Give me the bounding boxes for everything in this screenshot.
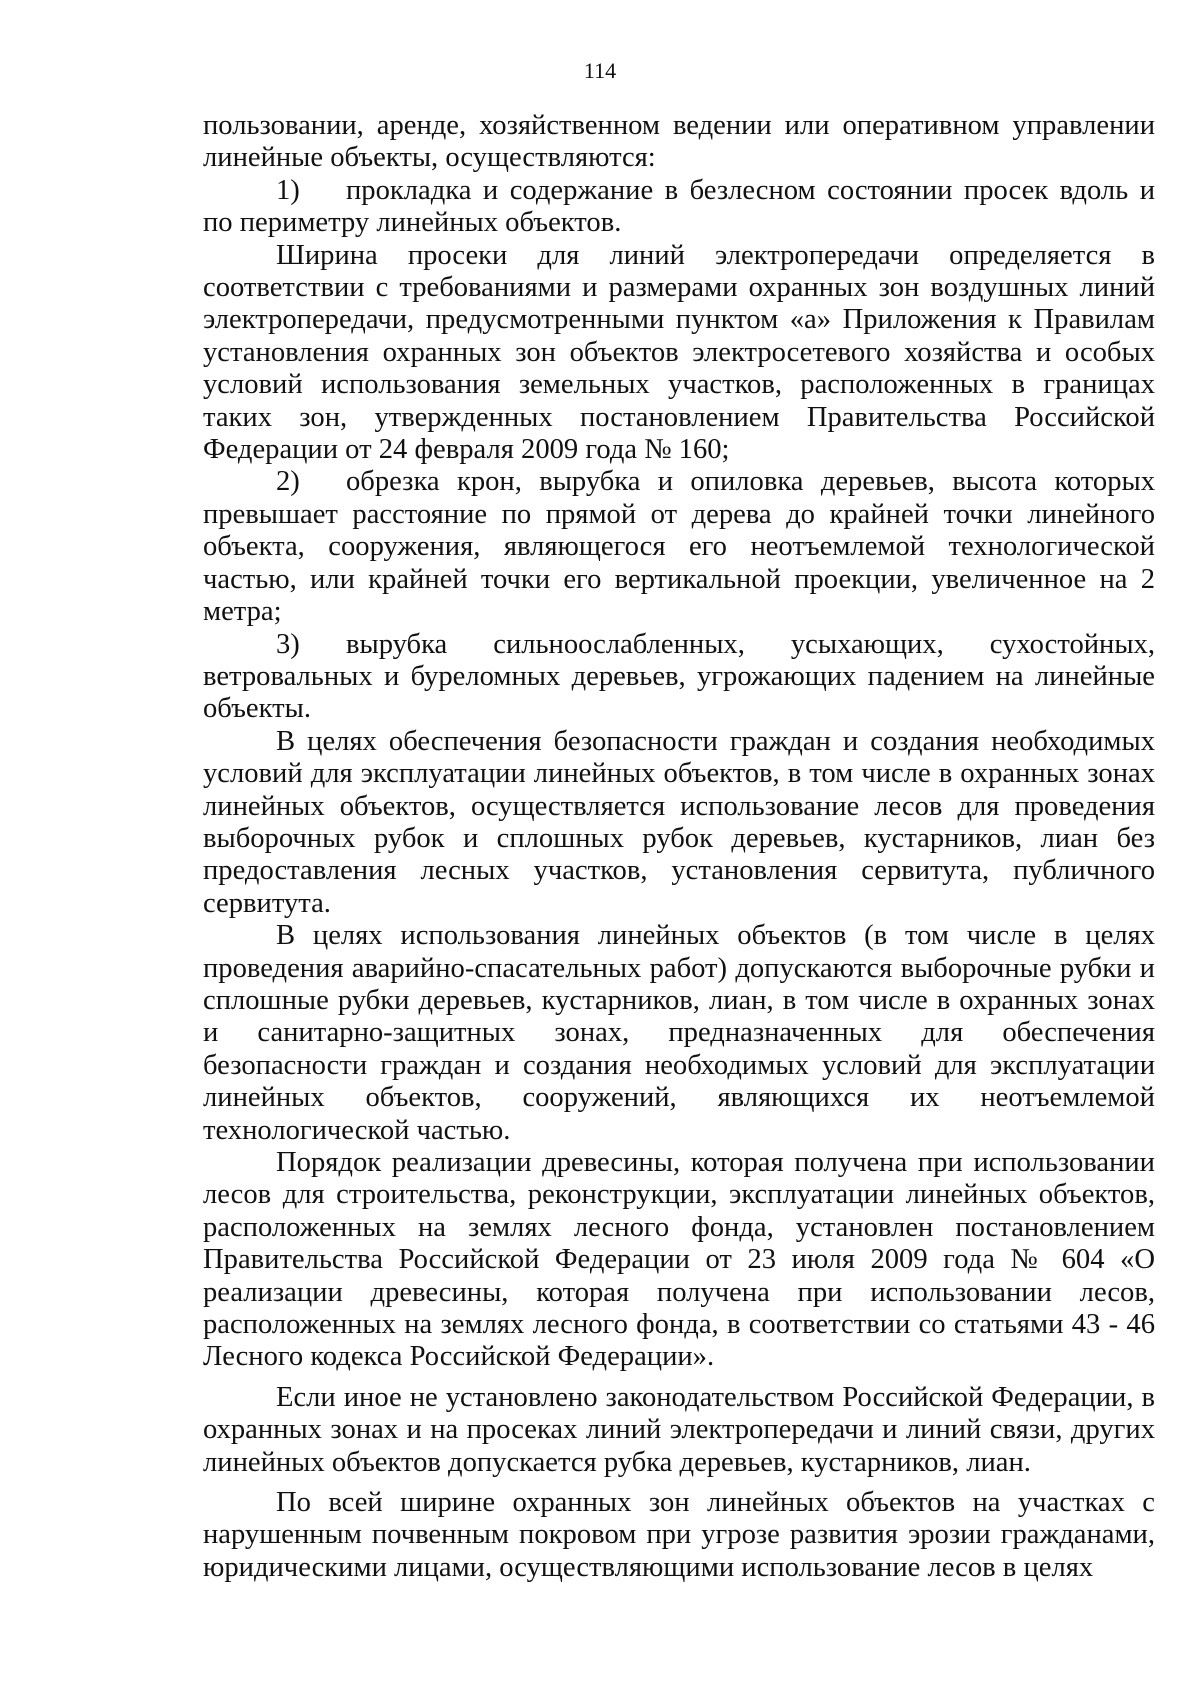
- list-item-3-number: 3): [276, 628, 300, 660]
- list-item-3: [203, 629, 1155, 726]
- paragraph-safety-felling: В целях обеспечения безопасности граждан и создания необходимых условий для эксплуатации линейных объектов, в том числе в охранных зонах линейных объектов, осуществляется использование лесов для проведения выборочных рубок и сплошных рубок деревьев, кустарников, лиан без предоставления лесных участков, установления сервитута, публичного сервитута.: [203, 725, 1155, 919]
- paragraph-protection-zones: Если иное не установлено законодательством Российской Федерации, в охранных зонах и на просеках линий электропередачи и линий связи, других линейных объектов допускается рубка деревьев, кустарников, лиан.: [203, 1381, 1155, 1478]
- list-item-1: [203, 175, 1155, 240]
- list-item-2: [203, 466, 1155, 628]
- page-number: 114: [583, 58, 617, 83]
- list-item-1-text: прокладка и содержание в безлесном состоянии просек вдоль и по периметру линейных объектов.: [203, 174, 1155, 239]
- document-body: [203, 110, 1155, 1584]
- paragraph-erosion: По всей ширине охранных зон линейных объектов на участках с нарушенным почвенным покровом при угрозе развития эрозии гражданами, юридическими лицами, осуществляющими использование лесов в целях: [203, 1487, 1155, 1583]
- list-item-2-text: обрезка крон, вырубка и опиловка деревьев, высота которых превышает расстояние по прямой от дерева до крайней точки линейного объекта, сооружения, являющегося его неотъемлемой технологической частью, или крайней точки его вертикальной проекции, увеличенное на 2 метра;: [203, 466, 1155, 628]
- list-item-3-text: вырубка сильноослабленных, усыхающих, сухостойных, ветровальных и буреломных деревьев, угрожающих падением на линейные объекты.: [203, 628, 1155, 725]
- paragraph-clearing-width: Ширина просеки для линий электропередачи определяется в соответствии с требованиями и размерами охранных зон воздушных линий электропередачи, предусмотренными пунктом «а» Приложения к Правилам установления охранных зон объектов электросетевого хозяйства и особых условий использования земельных участков, расположенных в границах таких зон, утвержденных постановлением Правительства Российской Федерации от 24 февраля 2009 года № 160;: [203, 239, 1155, 466]
- list-item-2-number: 2): [276, 466, 300, 498]
- list-item-1-number: 1): [276, 174, 300, 206]
- paragraph-timber-sale: Порядок реализации древесины, которая получена при использовании лесов для строительства, реконструкции, эксплуатации линейных объектов, расположенных на землях лесного фонда, установлен постановлением Правительства Российской Федерации от 23 июля 2009 года № 604 «О реализации древесины, которая получена при использовании лесов, расположенных на землях лесного фонда, в соответствии со статьями 43 - 46 Лесного кодекса Российской Федерации».: [203, 1147, 1155, 1373]
- paragraph-linear-use-felling: В целях использования линейных объектов (в том числе в целях проведения аварийно-спасательных работ) допускаются выборочные рубки и сплошные рубки деревьев, кустарников, лиан, в том числе в охранных зонах и санитарно-защитных зонах, предназначенных для обеспечения безопасности граждан и создания необходимых условий для эксплуатации линейных объектов, сооружений, являющихся их неотъемлемой технологической частью.: [203, 920, 1155, 1146]
- paragraph-continuation: пользовании, аренде, хозяйственном ведении или оперативном управлении линейные объекты, осуществляются:: [203, 110, 1155, 174]
